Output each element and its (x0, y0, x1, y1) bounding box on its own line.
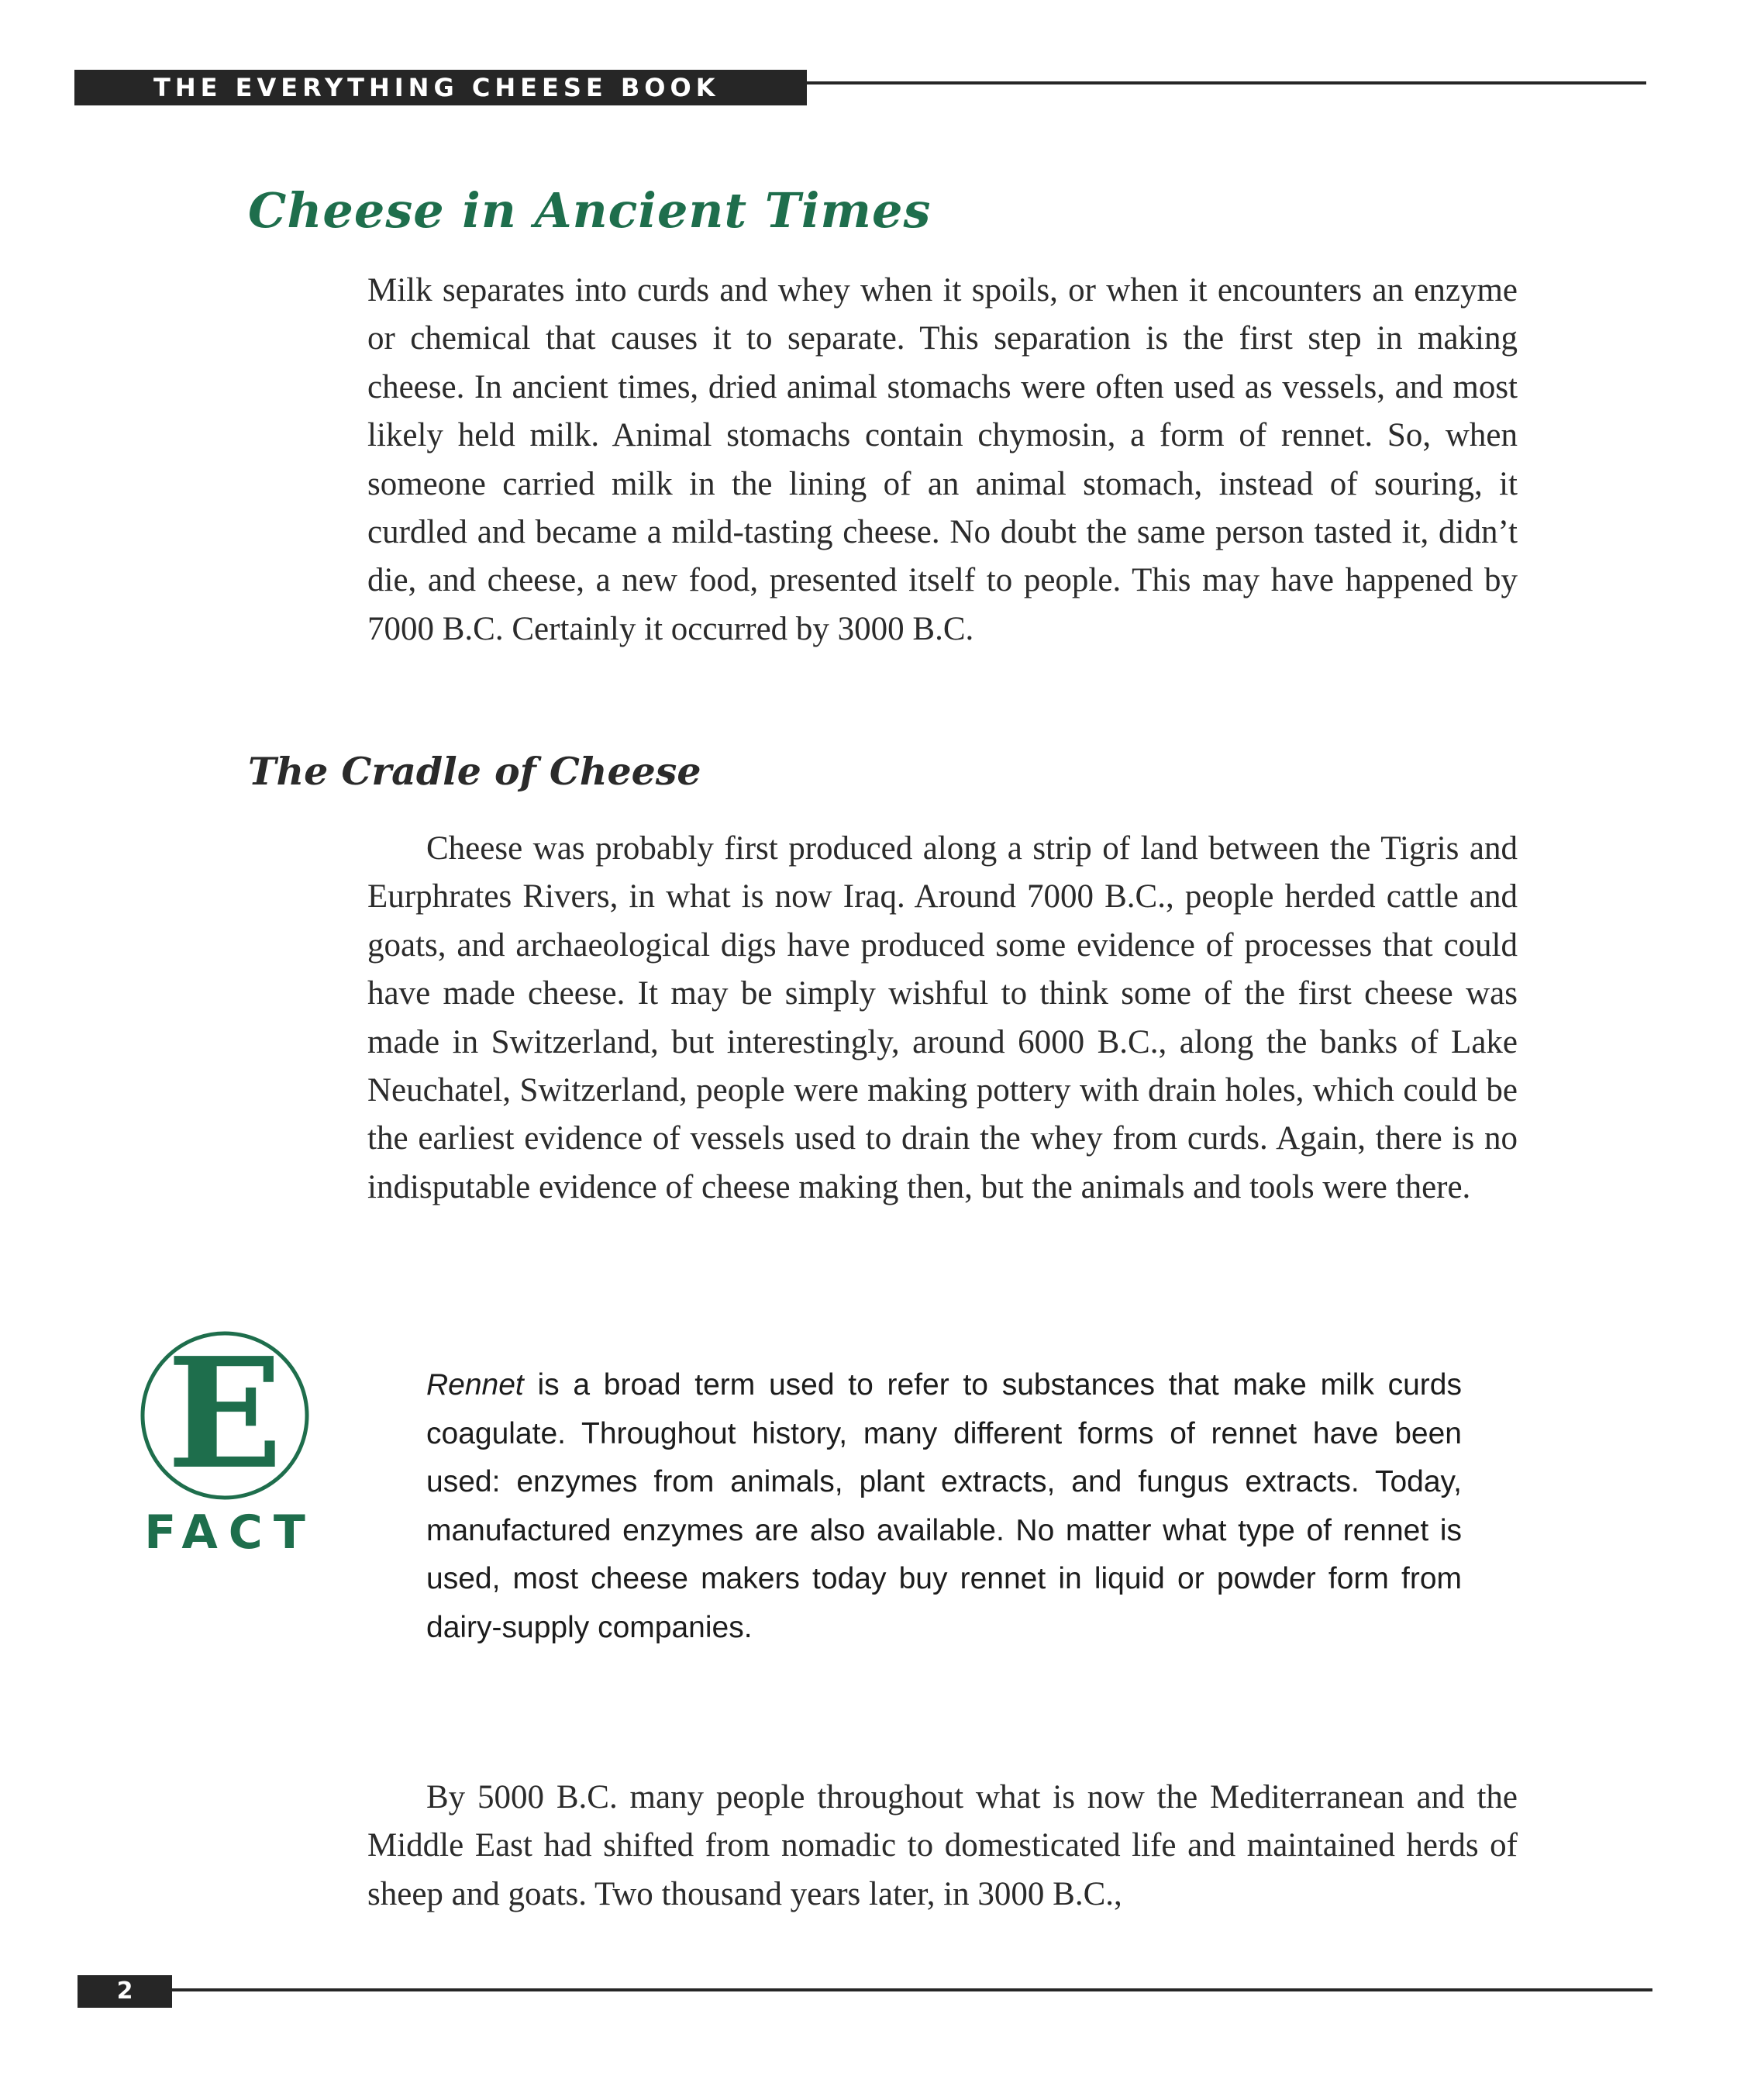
running-header-title: THE EVERYTHING CHEESE BOOK (153, 73, 720, 102)
section-title: Cheese in Ancient Times (248, 182, 932, 239)
page-number: 2 (116, 1978, 133, 2005)
fact-term: Rennet (426, 1368, 524, 1402)
header-rule (807, 81, 1646, 84)
subsection-title: The Cradle of Cheese (248, 749, 701, 794)
paragraph-mediterranean: By 5000 B.C. many people throughout what is now the Mediterranean and the Middle East had shifted from nomadic to domesticated life and maintained herds of sheep and goats. Two thousand years later, in 3000 B.C., (367, 1779, 1518, 1912)
fact-text (426, 1361, 1462, 1652)
footer-rule (172, 1988, 1652, 1991)
fact-icon-letter: E (167, 1329, 283, 1502)
fact-e-icon (138, 1329, 312, 1502)
paragraph-cradle: Cheese was probably first produced along a strip of land between the Tigris and Eurphrates Rivers, in what is now Iraq. Around 7000 B.C., people herded cattle and goats, and archaeological digs have produced some evidence of processes that could have made cheese. It may be simply wishful to think some of the first cheese was made in Switzerland, but interestingly, around 6000 B.C., along the banks of Lake Neuchatel, Switzerland, people were making pottery with drain holes, which could be the earliest evidence of vessels used to drain the whey from curds. Again, there is no indisputable evidence of cheese making then, but the animals and tools were there. (367, 830, 1518, 1205)
fact-body: is a broad term used to refer to substances that make milk curds coagulate. Throughout history, many different forms of rennet have been used: enzymes from animals, plant extracts, and fungus extracts. Today, manufactured enzymes are also available. No matter what type of rennet is used, most cheese makers today buy rennet in liquid or powder form from dairy-supply companies. (426, 1368, 1462, 1644)
fact-label: FACT (144, 1505, 316, 1560)
paragraph-intro: Milk separates into curds and whey when it spoils, or when it encounters an enzyme or chemical that causes it to separate. This separation is the first step in making cheese. In ancient times, dried animal stomachs were often used as vessels, and most likely held milk. Animal stomachs contain chymosin, a form of rennet. So, when someone carried milk in the lining of an animal stomach, instead of souring, it curdled and became a mild-tasting cheese. No doubt the same person tasted it, didn’t die, and cheese, a new food, presented itself to people. This may have happened by 7000 B.C. Certainly it occurred by 3000 B.C. (367, 272, 1518, 647)
